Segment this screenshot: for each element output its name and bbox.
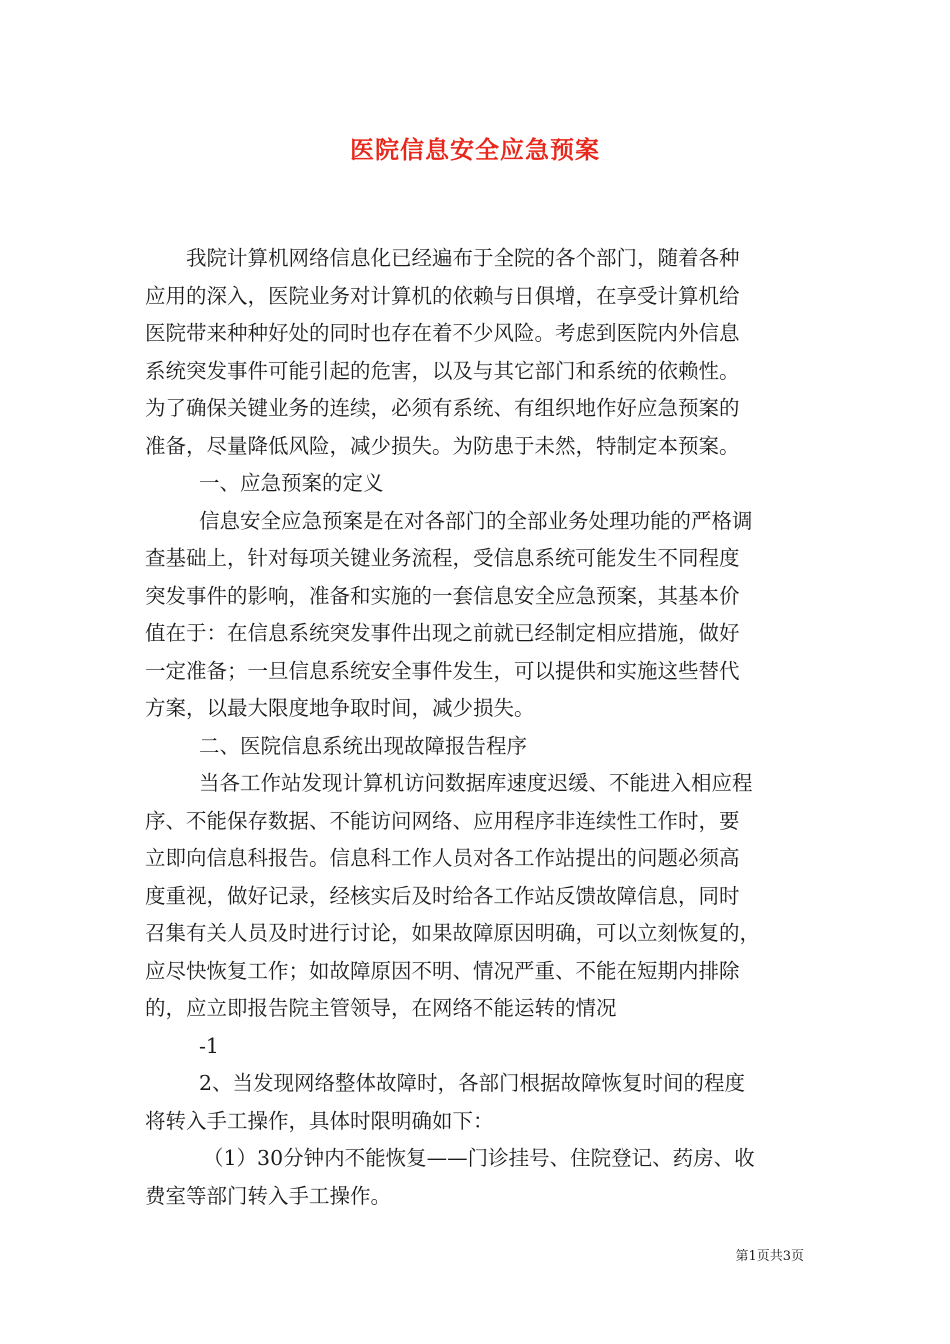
paragraph-line: 2、当发现网络整体故障时，各部门根据故障恢复时间的程度 [199,1071,746,1095]
paragraph-line: 突发事件的影响，准备和实施的一套信息安全应急预案，其基本价 [145,583,740,608]
paragraph-line: 应用的深入，医院业务对计算机的依赖与日俱增，在享受计算机给 [145,283,740,308]
paragraph-line: 召集有关人员及时进行讨论，如果故障原因明确，可以立刻恢复的， [145,921,760,945]
paragraph-line: 当各工作站发现计算机访问数据库速度迟缓、不能进入相应程 [199,771,753,795]
paragraph-line: 信息安全应急预案是在对各部门的全部业务处理功能的严格调 [199,508,753,533]
paragraph-line: 为了确保关键业务的连续，必须有系统、有组织地作好应急预案的 [145,396,740,420]
document-body [145,240,815,1215]
section-heading: 二、医院信息系统出现故障报告程序 [199,733,527,758]
paragraph-line: 度重视，做好记录，经核实后及时给各工作站反馈故障信息，同时 [145,883,740,908]
page-number: 第1页共3页 [735,1249,804,1264]
paragraph-line: 的，应立即报告院主管领导，在网络不能运转的情况 [145,996,617,1020]
paragraph-line: 准备，尽量降低风险，减少损失。为防患于未然，特制定本预案。 [145,433,740,458]
inline-page-marker: -1 [199,1033,219,1058]
paragraph-line: 一定准备；一旦信息系统安全事件发生，可以提供和实施这些替代 [145,658,740,683]
paragraph-line: 查基础上，针对每项关键业务流程，受信息系统可能发生不同程度 [145,546,740,570]
paragraph-line: 将转入手工操作，具体时限明确如下： [145,1108,494,1133]
paragraph-line: 应尽快恢复工作；如故障原因不明、情况严重、不能在短期内排除 [145,958,740,983]
list-item-line: （1）30分钟内不能恢复——门诊挂号、住院登记、药房、收 [203,1146,755,1170]
document-title: 医院信息安全应急预案 [350,135,600,164]
paragraph-line: 序、不能保存数据、不能访问网络、应用程序非连续性工作时，要 [145,808,740,833]
paragraph-line: 方案，以最大限度地争取时间，减少损失。 [145,696,535,720]
paragraph-line: 值在于：在信息系统突发事件出现之前就已经制定相应措施，做好 [145,621,740,645]
section-heading: 一、应急预案的定义 [199,471,384,495]
paragraph-line: 立即向信息科报告。信息科工作人员对各工作站提出的问题必须高 [145,846,740,870]
paragraph-line: 我院计算机网络信息化已经遍布于全院的各个部门，随着各种 [186,246,740,270]
paragraph-line: 医院带来种种好处的同时也存在着不少风险。考虑到医院内外信息 [145,321,740,345]
paragraph-line: 系统突发事件可能引起的危害，以及与其它部门和系统的依赖性。 [145,358,740,383]
paragraph-line: 费室等部门转入手工操作。 [145,1183,391,1208]
